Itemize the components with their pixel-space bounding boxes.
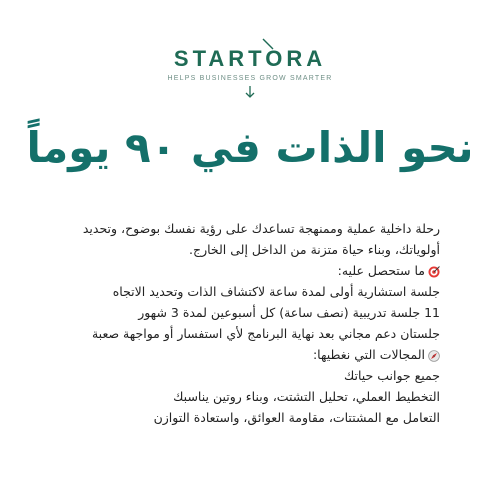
gain-item: جلسة استشارية أولى لمدة ساعة لاكتشاف الذات وتحديد الاتجاه xyxy=(112,284,440,299)
area-item: جميع جوانب حياتك xyxy=(343,368,440,383)
intro-line-1: رحلة داخلية عملية وممنهجة تساعدك على رؤية نفسك بوضوح، وتحديد xyxy=(82,221,440,236)
logo-brand-text: STARTORA xyxy=(173,46,327,71)
areas-heading-text: المجالات التي نغطيها: xyxy=(312,347,425,362)
intro-line-2: أولوياتك، وبناء حياة متزنة من الداخل إلى الخارج. xyxy=(189,242,440,257)
program-description xyxy=(60,218,440,428)
logo-wordmark xyxy=(174,46,326,72)
gain-item: 11 جلسة تدريبية (نصف ساعة) كل أسبوعين لمدة 3 شهور xyxy=(138,305,440,320)
arrow-down-icon xyxy=(244,85,256,99)
area-item: التعامل مع المشتتات، مقاومة العوائق، واستعادة التوازن xyxy=(153,410,440,425)
gain-item: جلستان دعم مجاني بعد نهاية البرنامج لأي استفسار أو مواجهة صعبة xyxy=(91,326,440,341)
gains-heading-text: ما ستحصل عليه: xyxy=(337,263,425,278)
target-icon xyxy=(428,266,440,278)
gains-heading xyxy=(60,260,440,281)
brand-logo xyxy=(0,46,500,99)
page-title: نحو الذات في ٩٠ يوماً xyxy=(26,123,474,172)
compass-icon xyxy=(428,350,440,362)
logo-tagline: HELPS BUSINESSES GROW SMARTER xyxy=(167,75,333,82)
logo-slash-icon xyxy=(262,38,274,50)
area-item: التخطيط العملي، تحليل التشتت، وبناء روتين يناسبك xyxy=(173,389,440,404)
areas-heading xyxy=(60,344,440,365)
